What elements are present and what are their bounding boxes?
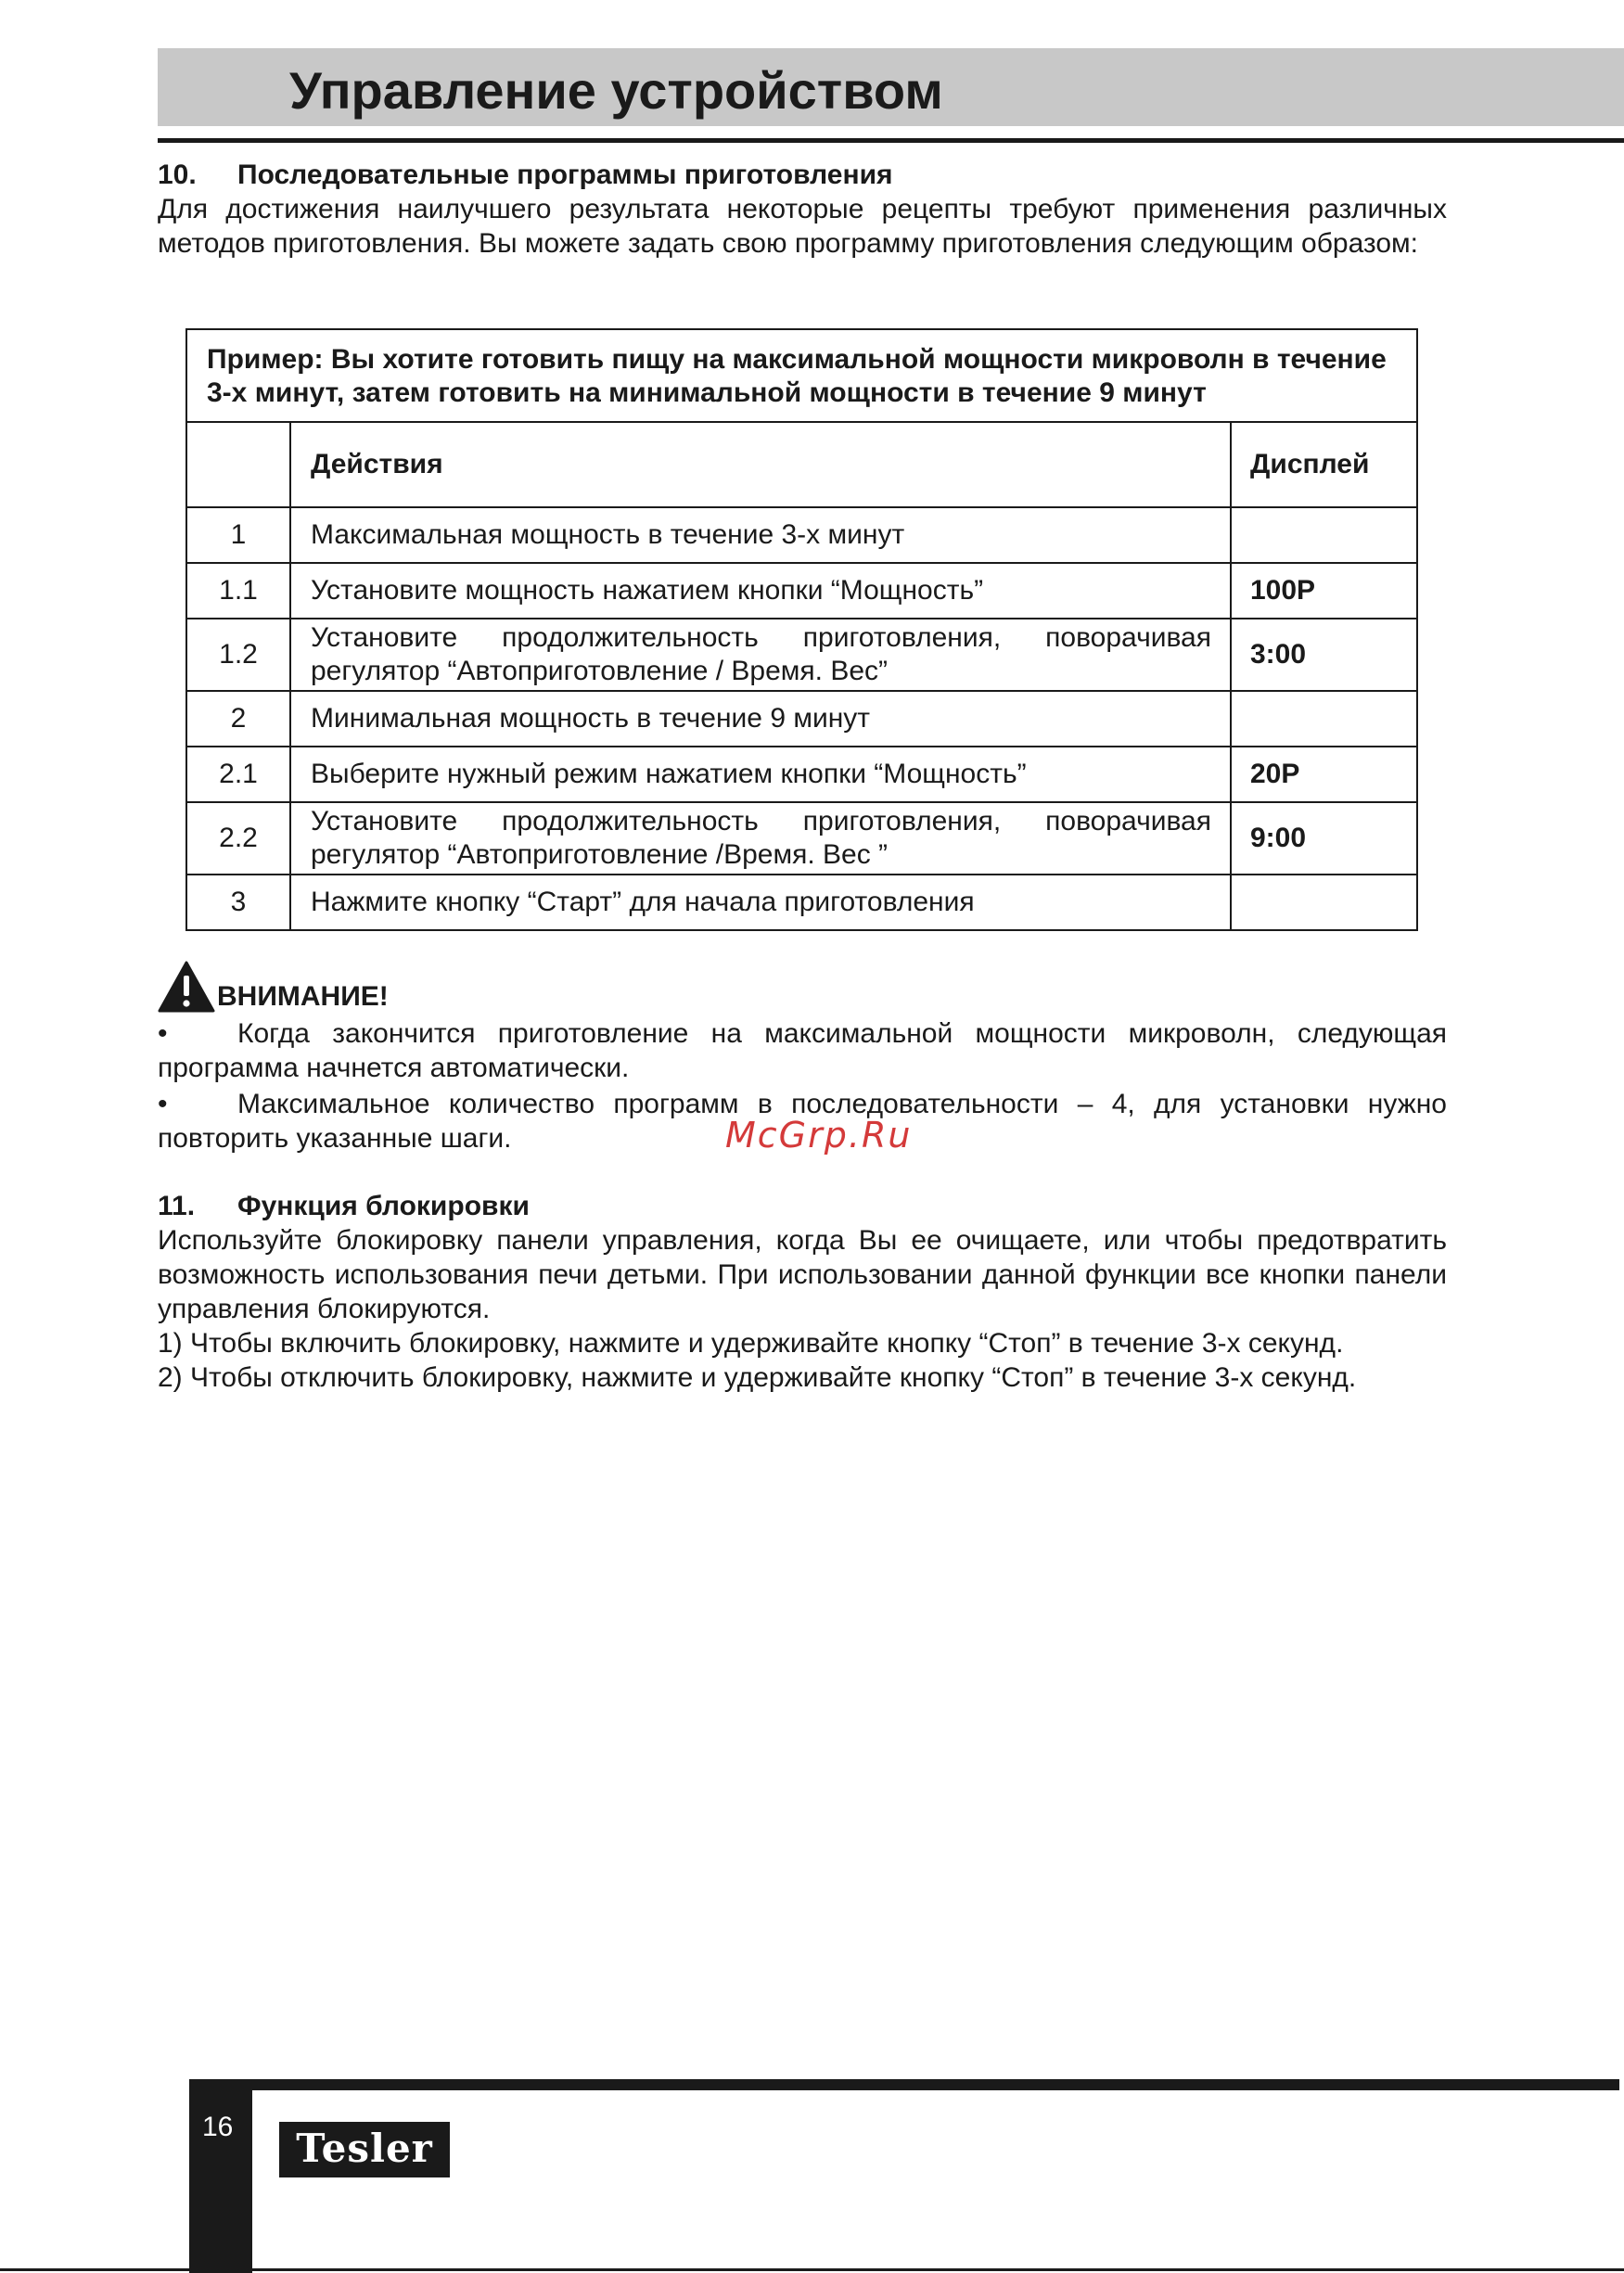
lock-step-1: 1) Чтобы включить блокировку, нажмите и удерживайте кнопку “Стоп” в течение 3-х секунд.	[158, 1328, 1344, 1359]
step-action: Выберите нужный режим нажатием кнопки “Мощность”	[290, 747, 1231, 802]
section-11-title: Функция блокировки	[237, 1191, 530, 1221]
table-row	[186, 875, 1417, 930]
table-example-text: Пример: Вы хотите готовить пищу на максимальной мощности микроволн в течение 3-х минут, затем готовить на минимальной мощности в течение 9 минут	[186, 329, 1417, 422]
page-number: 16	[202, 2112, 234, 2142]
section-10-title: Последовательные программы приготовления	[237, 160, 893, 190]
step-action: Установите продолжительность приготовления, поворачивая регулятор “Автоприготовление /Время. Вес ”	[290, 802, 1231, 875]
warning-item-continuation: программа начнется автоматически.	[158, 1053, 630, 1083]
cooking-steps-table	[185, 328, 1418, 931]
section-10-heading	[158, 158, 1447, 192]
header-rule	[158, 138, 1624, 143]
section-11-intro: Используйте блокировку панели управления, когда Вы ее очищаете, или чтобы предотвратить возможность использования печи детьми. При использовании данной функции все кнопки панели управления блокируются.	[158, 1225, 1447, 1324]
step-display: 9:00	[1231, 802, 1417, 875]
lock-step-2: 2) Чтобы отключить блокировку, нажмите и удерживайте кнопку “Стоп” в течение 3-х секунд.	[158, 1362, 1357, 1393]
warning-triangle-icon	[158, 961, 215, 1013]
table-row	[186, 802, 1417, 875]
step-display	[1231, 507, 1417, 563]
table-example-row	[186, 329, 1417, 422]
footer-rule	[189, 2079, 1619, 2090]
step-display	[1231, 691, 1417, 747]
step-display: 3:00	[1231, 619, 1417, 691]
watermark: McGrp.Ru	[725, 1115, 913, 1156]
warning-item	[158, 1016, 1447, 1085]
bullet-icon: •	[158, 1089, 168, 1119]
header-display: Дисплей	[1231, 422, 1417, 507]
step-action: Максимальная мощность в течение 3-х минут	[290, 507, 1231, 563]
section-10	[158, 158, 1447, 261]
warning-item-line: Максимальное количество программ в последовательности – 4, для установки нужно	[237, 1089, 1447, 1119]
section-11-heading	[158, 1189, 1447, 1223]
table-row	[186, 691, 1417, 747]
header-actions: Действия	[290, 422, 1231, 507]
page-title: Управление устройством	[289, 61, 943, 120]
step-action: Установите мощность нажатием кнопки “Мощность”	[290, 563, 1231, 619]
section-11	[158, 1189, 1447, 1395]
step-number: 2.1	[186, 747, 290, 802]
bullet-icon: •	[158, 1018, 168, 1049]
section-10-number: 10.	[158, 160, 197, 190]
table-row	[186, 563, 1417, 619]
step-number: 1	[186, 507, 290, 563]
section-10-intro: Для достижения наилучшего результата некоторые рецепты требуют применения различных методов приготовления. Вы можете задать свою программу приготовления следующим образом:	[158, 194, 1447, 259]
step-number: 2	[186, 691, 290, 747]
footer-side-bar	[189, 2079, 252, 2273]
section-11-number: 11.	[158, 1191, 196, 1221]
table-row	[186, 619, 1417, 691]
step-display: 20P	[1231, 747, 1417, 802]
step-number: 1.1	[186, 563, 290, 619]
bottom-edge-line	[0, 2268, 1624, 2271]
table-header-row	[186, 422, 1417, 507]
step-number: 1.2	[186, 619, 290, 691]
warning-item-line: Когда закончится приготовление на максимальной мощности микроволн, следующая	[237, 1018, 1447, 1049]
step-number: 3	[186, 875, 290, 930]
warning-title: ВНИМАНИЕ!	[217, 981, 389, 1012]
tesler-logo: Tesler	[279, 2122, 450, 2177]
step-display: 100P	[1231, 563, 1417, 619]
table-row	[186, 507, 1417, 563]
table-row	[186, 747, 1417, 802]
step-action: Минимальная мощность в течение 9 минут	[290, 691, 1231, 747]
header-num	[186, 422, 290, 507]
step-number: 2.2	[186, 802, 290, 875]
step-action: Установите продолжительность приготовления, поворачивая регулятор “Автоприготовление / Время. Вес”	[290, 619, 1231, 691]
step-display	[1231, 875, 1417, 930]
warning-item-continuation: повторить указанные шаги.	[158, 1123, 512, 1154]
step-action: Нажмите кнопку “Старт” для начала приготовления	[290, 875, 1231, 930]
